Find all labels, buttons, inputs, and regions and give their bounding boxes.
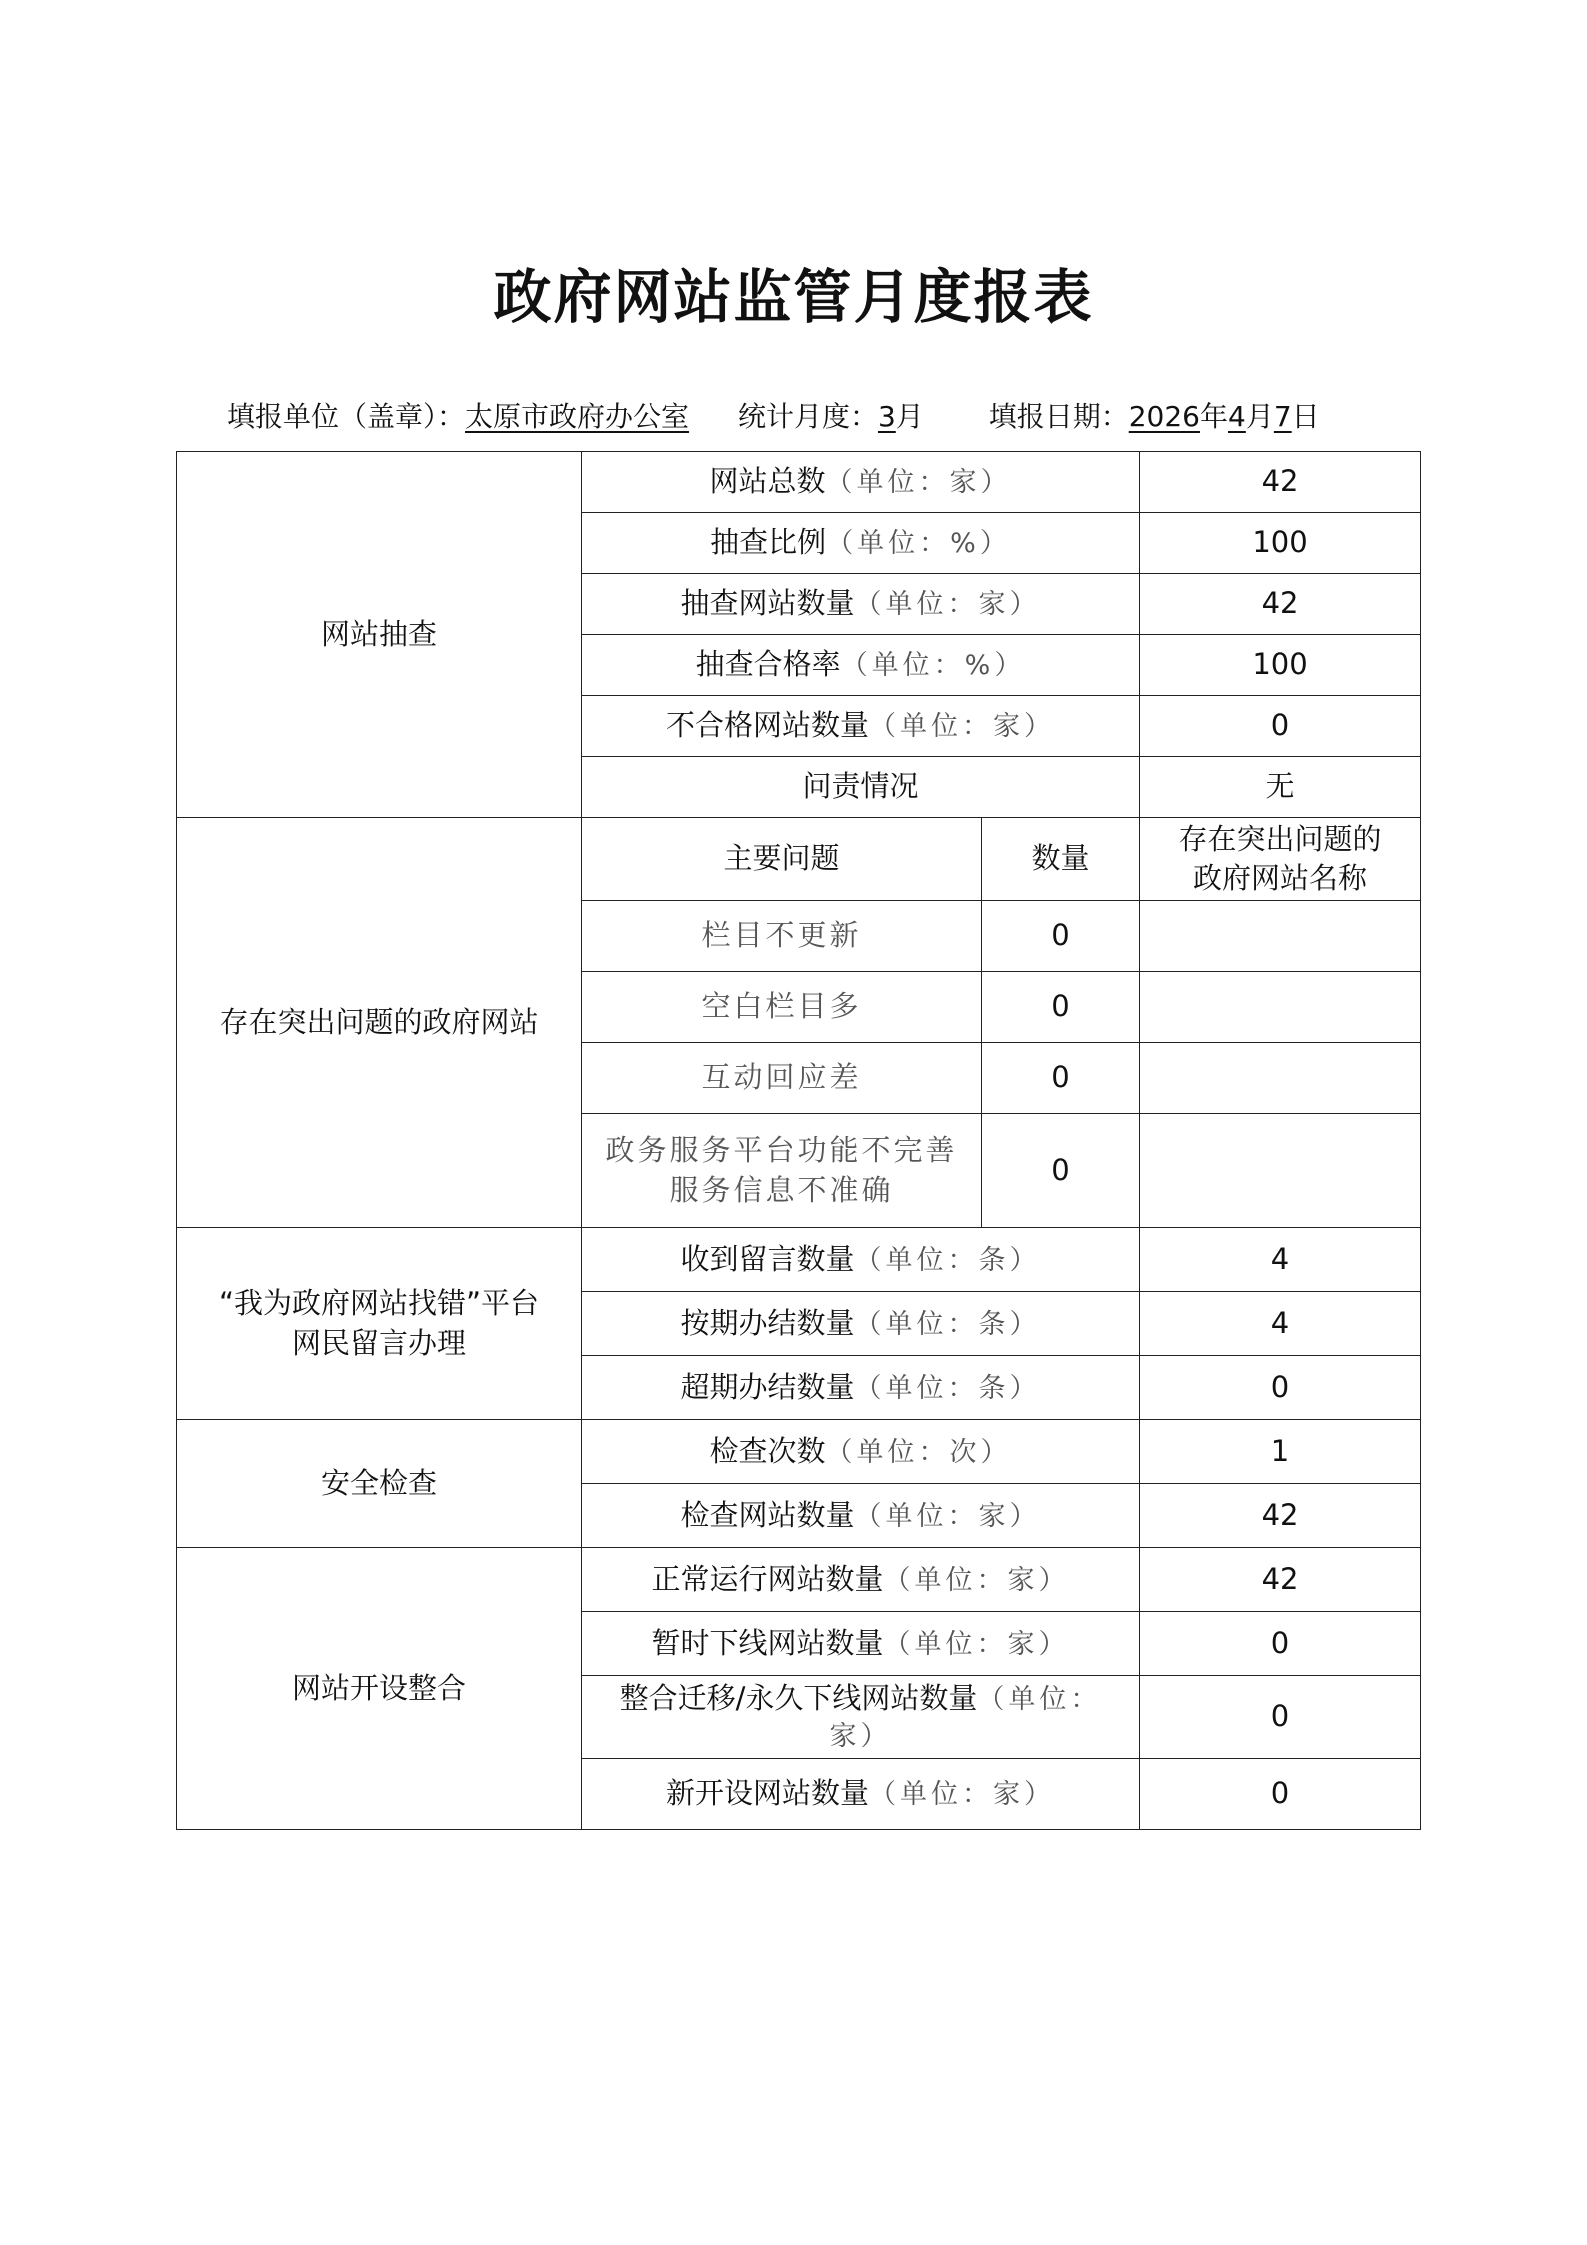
row-label [582,1228,1140,1292]
year-suffix: 年 [1199,400,1228,433]
row-label [582,757,1140,818]
item-name: 新开设网站数量 [666,1776,870,1811]
date-month: 4 [1228,400,1246,433]
issue-name: 栏目不更新 [582,901,982,972]
item-name: 抽查合格率 [695,647,841,682]
unit-value: 太原市政府办公室 [465,400,690,433]
unit-label: 填报单位（盖章）： [227,400,466,433]
column-header-names [1140,818,1421,901]
row-value: 0 [1140,696,1421,757]
table-row [177,452,1421,513]
report-header [227,395,1427,435]
item-unit: （单位：条） [854,1308,1041,1340]
item-unit: （单位：家） [854,1500,1041,1532]
item-name: 抽查网站数量 [680,586,855,621]
item-unit: （单位：%） [826,528,1011,560]
row-value: 无 [1140,757,1421,818]
date-label: 填报日期： [988,400,1129,433]
item-name: 不合格网站数量 [666,708,870,743]
table-row [177,1420,1421,1484]
month2-suffix: 月 [1245,400,1274,433]
issue-count: 0 [982,1114,1140,1228]
section-label-line: 网民留言办理 [291,1325,466,1360]
item-unit: （单位：次） [825,1436,1012,1468]
section-label-integration: 网站开设整合 [177,1548,582,1830]
month-suffix: 月 [895,400,924,433]
item-unit: （单位：条） [854,1372,1041,1404]
row-value: 42 [1140,1548,1421,1612]
issue-sites [1140,901,1421,972]
column-header-count: 数量 [982,818,1140,901]
item-name: 正常运行网站数量 [651,1561,884,1596]
row-value: 0 [1140,1676,1421,1759]
row-label [582,1759,1140,1830]
row-label [582,1676,1140,1759]
row-label [582,1548,1140,1612]
item-unit: （单位：条） [854,1244,1041,1276]
row-value: 42 [1140,452,1421,513]
date-day: 7 [1273,400,1292,433]
issue-name: 互动回应差 [582,1043,982,1114]
month-label: 统计月度： [737,400,878,433]
column-header-issue: 主要问题 [582,818,982,901]
issue-sites [1140,1043,1421,1114]
row-label [582,1612,1140,1676]
item-name: 超期办结数量 [680,1369,855,1404]
item-name: 按期办结数量 [680,1305,855,1340]
issue-line: 政务服务平台功能不完善 [605,1133,958,1168]
date-year: 2026 [1128,400,1200,433]
row-label [582,696,1140,757]
row-value: 0 [1140,1612,1421,1676]
item-name: 收到留言数量 [680,1241,855,1276]
item-name: 问责情况 [802,769,919,804]
section-label-security: 安全检查 [177,1420,582,1548]
item-name: 网站总数 [709,464,826,499]
item-name: 抽查比例 [710,525,827,560]
row-value: 0 [1140,1759,1421,1830]
section-label-problems: 存在突出问题的政府网站 [177,818,582,1228]
row-value: 42 [1140,1484,1421,1548]
row-label [582,1292,1140,1356]
report-table [176,451,1421,1830]
issue-sites [1140,1114,1421,1228]
item-unit: （单位：家） [854,589,1041,621]
issue-count: 0 [982,901,1140,972]
row-label [582,1356,1140,1420]
page-title: 政府网站监管月度报表 [493,263,1094,331]
item-unit: （单位：家） [883,1628,1070,1660]
table-row [177,818,1421,901]
item-unit: （单位：家） [869,711,1056,743]
issue-count: 0 [982,972,1140,1043]
issue-name: 空白栏目多 [582,972,982,1043]
item-unit: （单位：%） [840,650,1026,682]
section-label-inspection: 网站抽查 [177,452,582,818]
item-name: 暂时下线网站数量 [651,1625,884,1660]
item-name: 整合迁移/永久下线网站数量 [619,1681,978,1716]
item-unit: （单位： [977,1684,1102,1716]
row-value: 4 [1140,1292,1421,1356]
row-label [582,1420,1140,1484]
row-value: 1 [1140,1420,1421,1484]
table-row [177,1548,1421,1612]
row-value: 0 [1140,1356,1421,1420]
row-label [582,513,1140,574]
item-name: 检查网站数量 [680,1497,855,1532]
header-line: 存在突出问题的 [1178,821,1382,856]
row-label [582,452,1140,513]
issue-sites [1140,972,1421,1043]
row-label [582,574,1140,635]
item-unit: （单位：家） [825,467,1012,499]
table-row [177,1228,1421,1292]
section-label-line: “我为政府网站找错”平台 [218,1286,540,1321]
row-value: 4 [1140,1228,1421,1292]
issue-line: 服务信息不准确 [669,1172,894,1207]
item-unit: （单位：家） [869,1779,1056,1811]
row-value: 100 [1140,513,1421,574]
item-unit-continued: 家） [829,1720,892,1752]
issue-name [582,1114,982,1228]
item-unit: （单位：家） [883,1564,1070,1596]
row-value: 100 [1140,635,1421,696]
issue-count: 0 [982,1043,1140,1114]
row-value: 42 [1140,574,1421,635]
item-name: 检查次数 [709,1433,826,1468]
section-label-feedback [177,1228,582,1420]
day-suffix: 日 [1291,400,1320,433]
header-line: 政府网站名称 [1193,861,1368,895]
row-label [582,635,1140,696]
row-label [582,1484,1140,1548]
month-value: 3 [877,400,896,433]
